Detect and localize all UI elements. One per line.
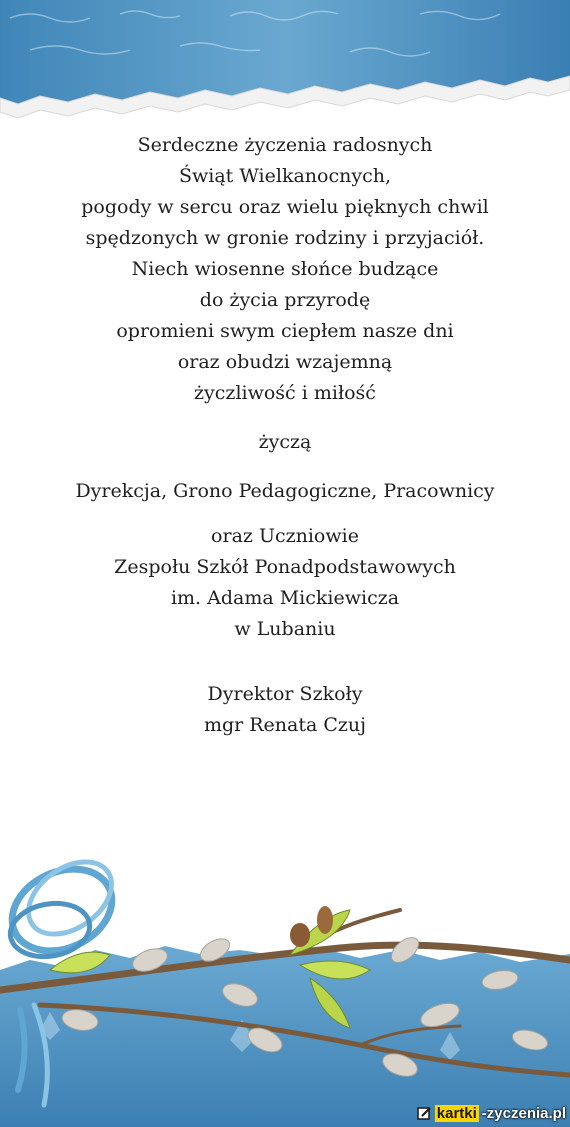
card-pencil-icon [417, 1106, 432, 1121]
bottom-decoration [0, 800, 570, 1127]
greeting-line: oraz obudzi wzajemną [177, 351, 393, 373]
wish-word: życzą [258, 431, 312, 453]
greeting-line: pogody w sercu oraz wielu pięknych chwil [81, 196, 489, 218]
watermark-domain: -zyczenia.pl [481, 1104, 566, 1122]
school-line: im. Adama Mickiewicza [170, 587, 400, 609]
top-blue-paper-band [0, 0, 570, 140]
greeting-line: spędzonych w gronie rodziny i przyjaciół. [85, 227, 485, 249]
school-line: Zespołu Szkół Ponadpodstawowych [114, 556, 456, 578]
bottom-blue-paper [0, 946, 570, 1127]
site-watermark [417, 1102, 566, 1124]
greeting-line: życzliwość i miłość [194, 382, 376, 404]
greeting-line: Świąt Wielkanocnych, [179, 165, 391, 187]
greeting-line: Niech wiosenne słońce budzące [131, 258, 439, 280]
watermark-kartki: kartki [436, 1104, 477, 1122]
greeting-text [0, 130, 570, 741]
school-line: w Lubaniu [234, 618, 336, 640]
school-line: oraz Uczniowie [211, 525, 359, 547]
greeting-line: opromieni swym ciepłem nasze dni [116, 320, 454, 342]
signature-line: mgr Renata Czuj [203, 714, 367, 736]
signature-line: Dyrektor Szkoły [207, 683, 363, 705]
senders-line: Dyrekcja, Grono Pedagogiczne, Pracownicy [75, 480, 495, 502]
greeting-line: Serdeczne życzenia radosnych [137, 134, 433, 156]
greeting-line: do życia przyrodę [199, 289, 371, 311]
